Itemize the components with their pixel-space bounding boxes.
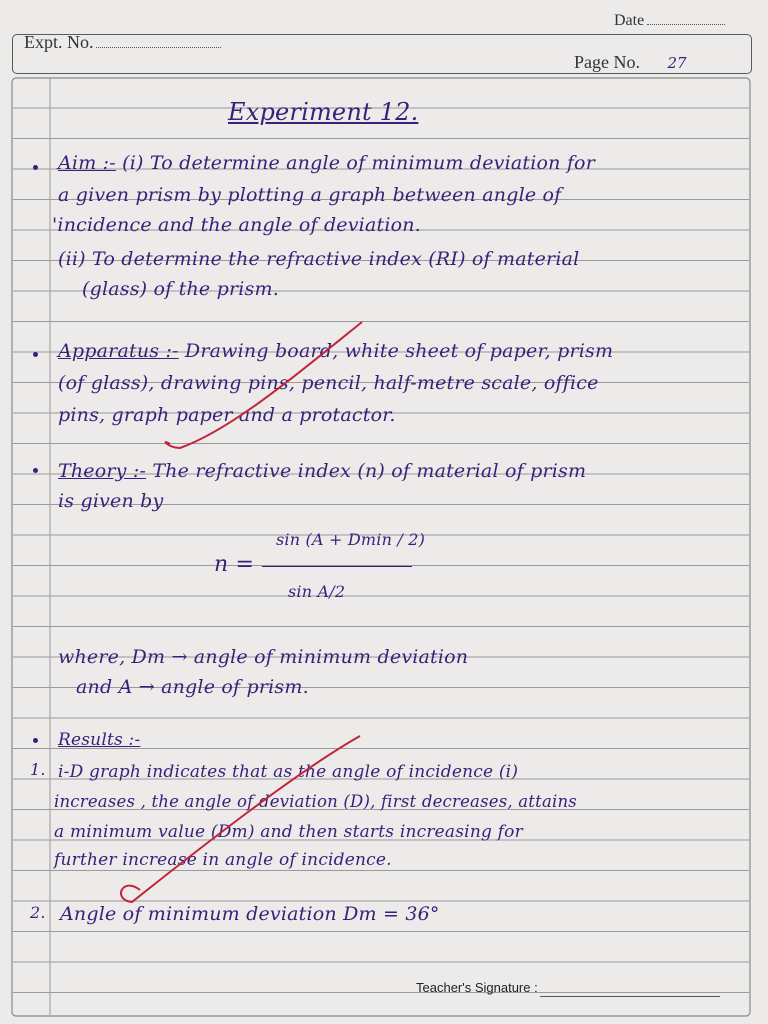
aim-line-5: (glass) of the prism.: [82, 278, 279, 300]
teacher-signature-line: [540, 996, 720, 997]
expt-no-label: Expt. No.: [24, 32, 94, 52]
results-label: Results :-: [58, 730, 141, 750]
apparatus-line-3: pins, graph paper and a protactor.: [58, 404, 396, 426]
result-1-line-2: increases , the angle of deviation (D), first decreases, attains: [54, 792, 577, 811]
result-1-line-1: i-D graph indicates that as the angle of incidence (i): [58, 762, 519, 782]
date-label: Date: [614, 12, 645, 29]
theory-line-1: [58, 460, 586, 482]
aim-label: Aim :-: [58, 152, 116, 174]
result-1-line-3: a minimum value (Dm) and then starts increasing for: [54, 822, 523, 842]
page-no-field: [574, 52, 712, 74]
date-field: [614, 12, 725, 30]
expt-no-field: [24, 32, 221, 53]
aim-line-3: 'incidence and the angle of deviation.: [52, 214, 421, 236]
apparatus-line-2: (of glass), drawing pins, pencil, half-metre scale, office: [58, 372, 599, 394]
apparatus-label: Apparatus :-: [58, 340, 179, 362]
formula-fraction-bar: [262, 566, 412, 567]
theory-label: Theory :-: [58, 460, 147, 482]
formula-lhs: n =: [214, 552, 255, 577]
formula-denominator: sin A/2: [288, 582, 346, 601]
theory-line-2: is given by: [58, 490, 164, 512]
where-line-2: and A → angle of prism.: [76, 676, 309, 698]
result-1-line-4: further increase in angle of incidence.: [54, 850, 392, 870]
result-1-number: 1.: [30, 760, 46, 779]
apparatus-line-1: [58, 340, 613, 362]
apparatus-text-1: Drawing board, white sheet of paper, prism: [184, 340, 614, 362]
aim-text-1: (i) To determine angle of minimum deviation for: [122, 152, 595, 174]
theory-text-1: The refractive index (n) of material of prism: [152, 460, 587, 482]
page-title: Experiment 12.: [228, 98, 419, 126]
aim-line-2: a given prism by plotting a graph between angle of: [58, 184, 562, 206]
aim-line-1: [58, 152, 595, 174]
formula-numerator: sin (A + Dmin / 2): [276, 530, 426, 549]
where-line-1: where, Dm → angle of minimum deviation: [58, 646, 469, 668]
page-no-label: Page No.: [574, 52, 640, 72]
result-2-number: 2.: [30, 903, 46, 922]
apparatus-bullet: [33, 352, 38, 357]
theory-bullet: [33, 468, 38, 473]
teacher-signature-label: Teacher's Signature :: [416, 980, 538, 995]
aim-bullet: [33, 165, 38, 170]
result-2-line-1: Angle of minimum deviation Dm = 36°: [60, 903, 440, 925]
page-number: 27: [667, 54, 687, 72]
aim-line-4: (ii) To determine the refractive index (RI) of material: [58, 248, 580, 270]
results-bullet: [33, 738, 38, 743]
